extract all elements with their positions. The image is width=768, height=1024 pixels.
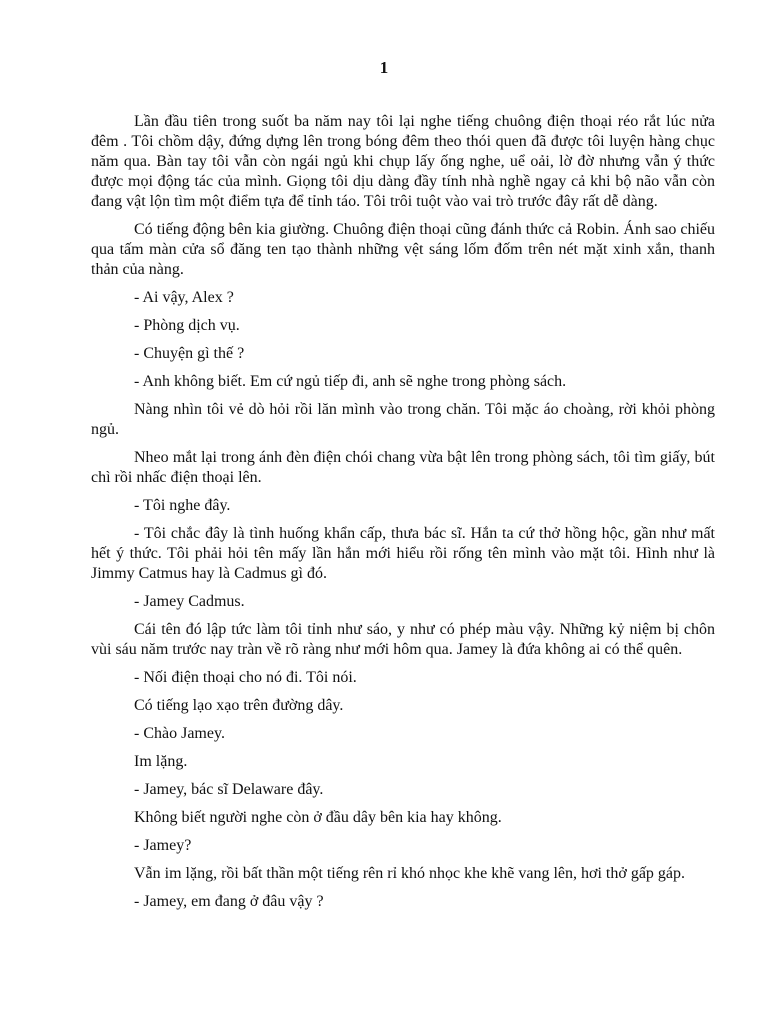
paragraph: Im lặng. [134, 753, 188, 770]
dialogue-line: - Tôi chắc đây là tình huống khẩn cấp, thưa bác sĩ. Hắn ta cứ thở hồng hộc, gần như mất hết ý thức. Tôi phải hỏi tên mấy lần hắn mới hiểu rồi rống tên mình vào mặt tôi. Hình như là Jimmy Catmus hay là Cadmus gì đó. [91, 525, 715, 582]
dialogue-line: - Jamey, bác sĩ Delaware đây. [134, 781, 324, 798]
dialogue-line: - Phòng dịch vụ. [134, 317, 240, 334]
dialogue-line: - Jamey? [134, 837, 192, 854]
dialogue-line: - Chuyện gì thế ? [134, 345, 245, 362]
dialogue-line: - Ai vậy, Alex ? [134, 289, 234, 306]
dialogue-line: - Nối điện thoại cho nó đi. Tôi nói. [134, 669, 357, 686]
dialogue-line: - Chào Jamey. [134, 725, 225, 742]
body-text [91, 112, 715, 920]
paragraph: Cái tên đó lập tức làm tôi tỉnh như sáo, y như có phép màu vậy. Những kỷ niệm bị chôn vùi sáu năm trước nay tràn về rõ ràng như mới hôm qua. Jamey là đứa không ai có thể quên. [91, 621, 715, 658]
paragraph-2: Có tiếng động bên kia giường. Chuông điện thoại cũng đánh thức cả Robin. Ánh sao chiếu qua tấm màn cửa sổ đăng ten tạo thành những vệt sáng lốm đốm trên nét mặt xinh xắn, thanh thản của nàng. [91, 221, 715, 278]
dialogue-line: - Jamey Cadmus. [134, 593, 245, 610]
paragraph: Không biết người nghe còn ở đầu dây bên kia hay không. [134, 809, 502, 826]
dialogue-line: - Jamey, em đang ở đâu vậy ? [134, 893, 324, 910]
paragraph: Vẫn im lặng, rồi bất thần một tiếng rên rỉ khó nhọc khe khẽ vang lên, hơi thở gấp gáp. [134, 865, 686, 882]
dialogue-line: - Tôi nghe đây. [134, 497, 231, 514]
paragraph: Nheo mắt lại trong ánh đèn điện chói chang vừa bật lên trong phòng sách, tôi tìm giấy, bút chì rồi nhấc điện thoại lên. [91, 449, 715, 486]
page-number: 1 [379, 58, 389, 77]
paragraph: Nàng nhìn tôi vẻ dò hỏi rồi lăn mình vào trong chăn. Tôi mặc áo choàng, rời khỏi phòng ngủ. [91, 401, 715, 438]
paragraph: Có tiếng lạo xạo trên đường dây. [134, 697, 344, 714]
dialogue-line: - Anh không biết. Em cứ ngủ tiếp đi, anh sẽ nghe trong phòng sách. [134, 373, 567, 390]
paragraph-1: Lần đầu tiên trong suốt ba năm nay tôi lại nghe tiếng chuông điện thoại réo rắt lúc nửa đêm . Tôi chồm dậy, đứng dựng lên trong bóng đêm theo thói quen đã được tôi luyện hàng chục năm qua. Bàn tay tôi vẫn còn ngái ngủ khi chụp lấy ống nghe, uể oải, lờ đờ nhưng vẫn ý thức được mọi động tác của mình. Giọng tôi dịu dàng đầy tính nhà nghề ngay cả khi bộ não vẫn còn đang vật lộn tìm một điểm tựa để tỉnh táo. Tôi trôi tuột vào vai trò trước đây rất dễ dàng. [91, 113, 715, 210]
